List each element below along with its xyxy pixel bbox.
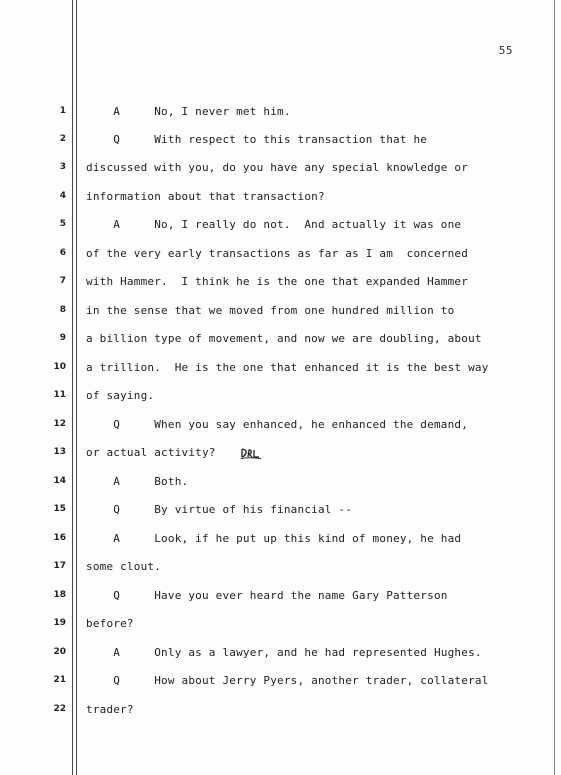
transcript-line: Q By virtue of his financial -- bbox=[86, 503, 353, 516]
line-number: 18 bbox=[53, 590, 66, 600]
handwritten-initials bbox=[240, 446, 262, 460]
transcript-line: in the sense that we moved from one hundred million to bbox=[86, 304, 455, 317]
line-number: 8 bbox=[59, 305, 66, 315]
line-number: 3 bbox=[59, 162, 66, 172]
line-number: 10 bbox=[53, 362, 66, 372]
transcript-line: or actual activity? bbox=[86, 446, 216, 459]
line-number: 7 bbox=[59, 276, 66, 286]
transcript-line: Q Have you ever heard the name Gary Patterson bbox=[86, 589, 448, 602]
line-number: 22 bbox=[53, 704, 66, 714]
left-margin-rule-inner bbox=[76, 0, 77, 775]
line-number: 13 bbox=[53, 447, 66, 457]
line-number: 19 bbox=[53, 618, 66, 628]
transcript-line: a billion type of movement, and now we are doubling, about bbox=[86, 332, 482, 345]
transcript-line: a trillion. He is the one that enhanced it is the best way bbox=[86, 361, 489, 374]
transcript-line: A Only as a lawyer, and he had represented Hughes. bbox=[86, 646, 482, 659]
transcript-line: Q When you say enhanced, he enhanced the demand, bbox=[86, 418, 469, 431]
transcript-line: A No, I really do not. And actually it was one bbox=[86, 218, 462, 231]
transcript-line: A Look, if he put up this kind of money, he had bbox=[86, 532, 462, 545]
line-number: 20 bbox=[53, 647, 66, 657]
line-number: 4 bbox=[59, 191, 66, 201]
transcript-line: A Both. bbox=[86, 475, 189, 488]
line-number: 17 bbox=[53, 561, 66, 571]
line-number: 2 bbox=[59, 134, 66, 144]
transcript-line: of the very early transactions as far as I am concerned bbox=[86, 247, 469, 260]
left-margin-rule bbox=[72, 0, 73, 775]
line-number: 1 bbox=[59, 106, 66, 116]
page-number: 55 bbox=[498, 44, 513, 57]
transcript-line: Q How about Jerry Pyers, another trader, collateral bbox=[86, 674, 489, 687]
transcript-line: discussed with you, do you have any special knowledge or bbox=[86, 161, 469, 174]
transcript-line: some clout. bbox=[86, 560, 162, 573]
transcript-line: of saying. bbox=[86, 389, 155, 402]
line-number: 9 bbox=[59, 333, 66, 343]
line-number: 5 bbox=[59, 219, 66, 229]
line-number: 12 bbox=[53, 419, 66, 429]
transcript-line: information about that transaction? bbox=[86, 190, 325, 203]
line-number: 11 bbox=[53, 390, 66, 400]
transcript-line: Q With respect to this transaction that he bbox=[86, 133, 428, 146]
transcript-line: trader? bbox=[86, 703, 134, 716]
transcript-line: before? bbox=[86, 617, 134, 630]
line-number: 21 bbox=[53, 675, 66, 685]
line-number: 15 bbox=[53, 504, 66, 514]
right-margin-rule bbox=[554, 0, 555, 775]
transcript-line: with Hammer. I think he is the one that expanded Hammer bbox=[86, 275, 469, 288]
line-number: 6 bbox=[59, 248, 66, 258]
line-number: 14 bbox=[53, 476, 66, 486]
transcript-line: A No, I never met him. bbox=[86, 105, 291, 118]
line-number: 16 bbox=[53, 533, 66, 543]
